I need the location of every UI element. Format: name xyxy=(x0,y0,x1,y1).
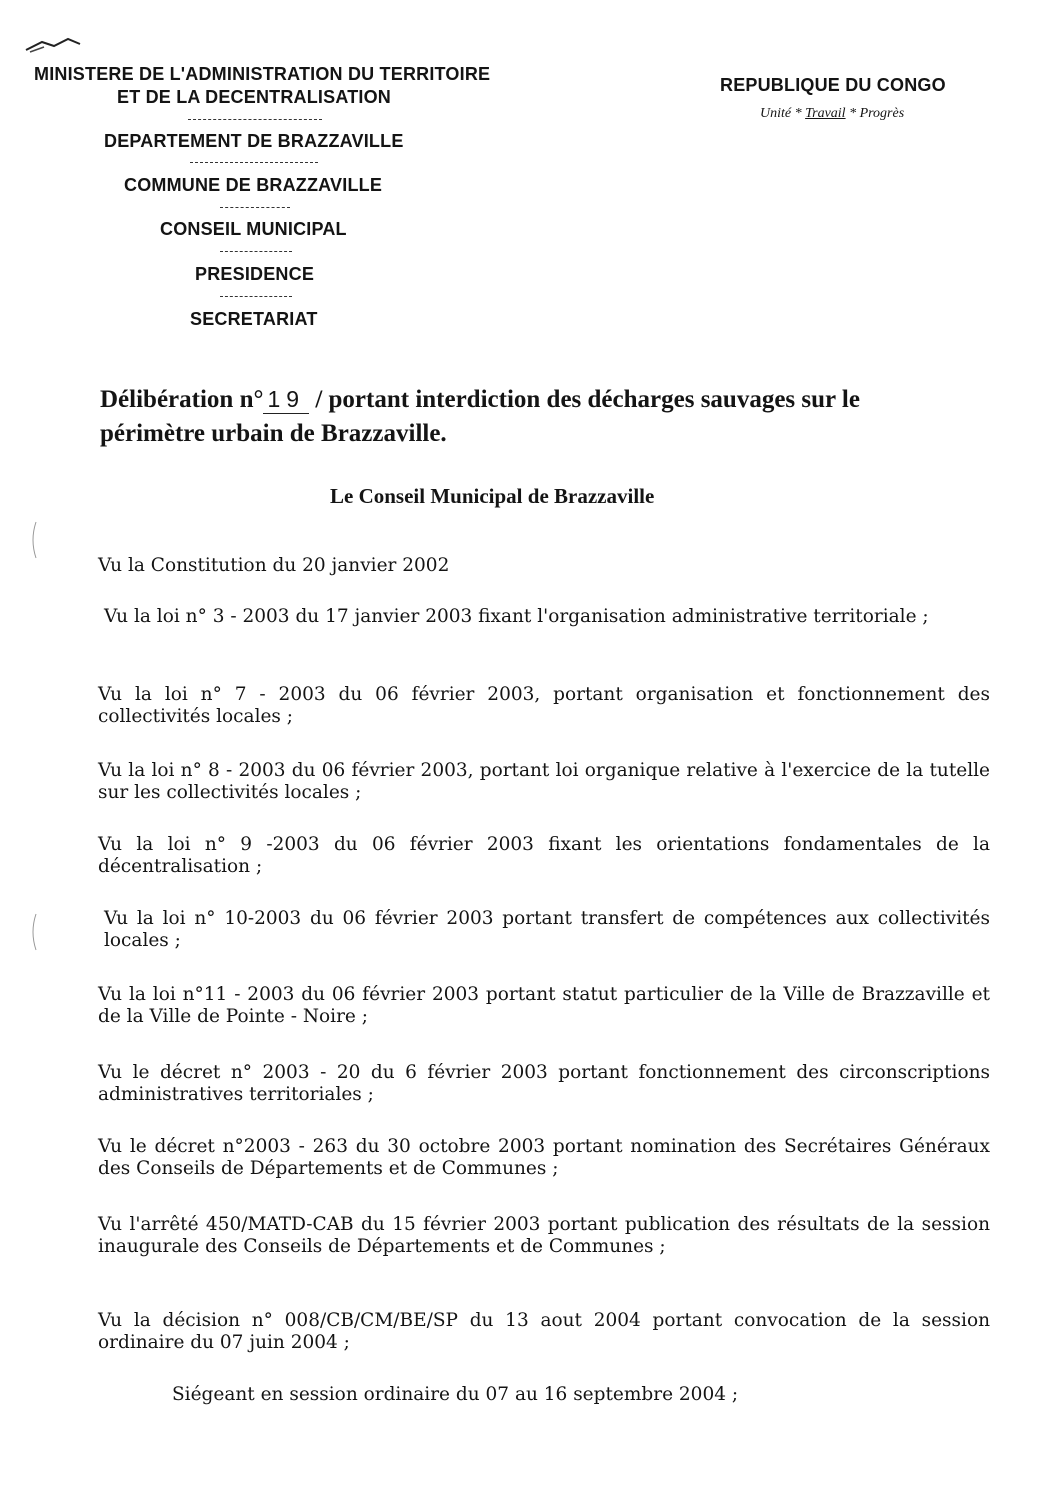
consideration-item: Vu la loi n° 9 -2003 du 06 février 2003 fixant les orientations fondamentales de la décentralisation ; xyxy=(98,834,990,877)
presidence-label: PRESIDENCE xyxy=(195,264,315,284)
consideration-item: Vu le décret n°2003 - 263 du 30 octobre 2003 portant nomination des Secrétaires Généraux des Conseils de Départements et de Communes ; xyxy=(98,1136,990,1179)
deliberation-title-line1 xyxy=(100,386,996,414)
motto-part2: Travail xyxy=(805,106,846,121)
consideration-item: Vu la décision n° 008/CB/CM/BE/SP du 13 aout 2004 portant convocation de la session ordinaire du 07 juin 2004 ; xyxy=(98,1310,990,1353)
consideration-item: Vu la loi n° 3 - 2003 du 17 janvier 2003 fixant l'organisation administrative territoriale ; xyxy=(104,606,929,627)
deliberation-number: 19 xyxy=(263,386,309,414)
consideration-item: Vu la loi n° 7 - 2003 du 06 février 2003, portant organisation et fonctionnement des collectivités locales ; xyxy=(98,684,990,727)
ministry-line1: MINISTERE DE L'ADMINISTRATION DU TERRITOIRE xyxy=(34,64,491,84)
commune-label: COMMUNE DE BRAZZAVILLE xyxy=(124,175,383,195)
secretariat-label: SECRETARIAT xyxy=(190,309,318,329)
deliberation-title-line2: périmètre urbain de Brazzaville. xyxy=(100,420,447,447)
council-heading: Le Conseil Municipal de Brazzaville xyxy=(330,484,655,508)
title-prefix: Délibération n° xyxy=(100,386,264,413)
separator xyxy=(220,296,292,297)
closing-statement: Siégeant en session ordinaire du 07 au 16 septembre 2004 ; xyxy=(172,1384,739,1405)
title-rest: / portant interdiction des décharges sauvages sur le xyxy=(309,386,860,413)
ink-stamp-mark xyxy=(24,36,84,54)
consideration-item: Vu l'arrêté 450/MATD-CAB du 15 février 2003 portant publication des résultats de la session inaugurale des Conseils de Départements et de Communes ; xyxy=(98,1214,990,1257)
country-name: REPUBLIQUE DU CONGO xyxy=(720,75,946,95)
consideration-item: Vu la loi n° 10-2003 du 06 février 2003 portant transfert de compétences aux collectivités locales ; xyxy=(104,908,990,951)
separator xyxy=(220,207,290,208)
separator xyxy=(220,251,292,252)
margin-mark xyxy=(28,520,40,560)
council-label: CONSEIL MUNICIPAL xyxy=(160,219,347,239)
motto-part3: * Progrès xyxy=(845,106,905,121)
consideration-item: Vu la Constitution du 20 janvier 2002 xyxy=(98,555,450,576)
margin-mark xyxy=(28,912,40,952)
consideration-item: Vu la loi n° 8 - 2003 du 06 février 2003, portant loi organique relative à l'exercice de la tutelle sur les collectivités locales ; xyxy=(98,760,990,803)
consideration-item: Vu la loi n°11 - 2003 du 06 février 2003 portant statut particulier de la Ville de Brazzaville et de la Ville de Pointe - Noire ; xyxy=(98,984,990,1027)
department-label: DEPARTEMENT DE BRAZZAVILLE xyxy=(104,131,404,151)
separator xyxy=(190,162,318,163)
national-motto xyxy=(760,106,904,122)
consideration-item: Vu le décret n° 2003 - 20 du 6 février 2003 portant fonctionnement des circonscriptions administratives territoriales ; xyxy=(98,1062,990,1105)
ministry-line2: ET DE LA DECENTRALISATION xyxy=(117,87,391,107)
motto-part1: Unité * xyxy=(760,106,806,121)
separator xyxy=(188,119,322,120)
